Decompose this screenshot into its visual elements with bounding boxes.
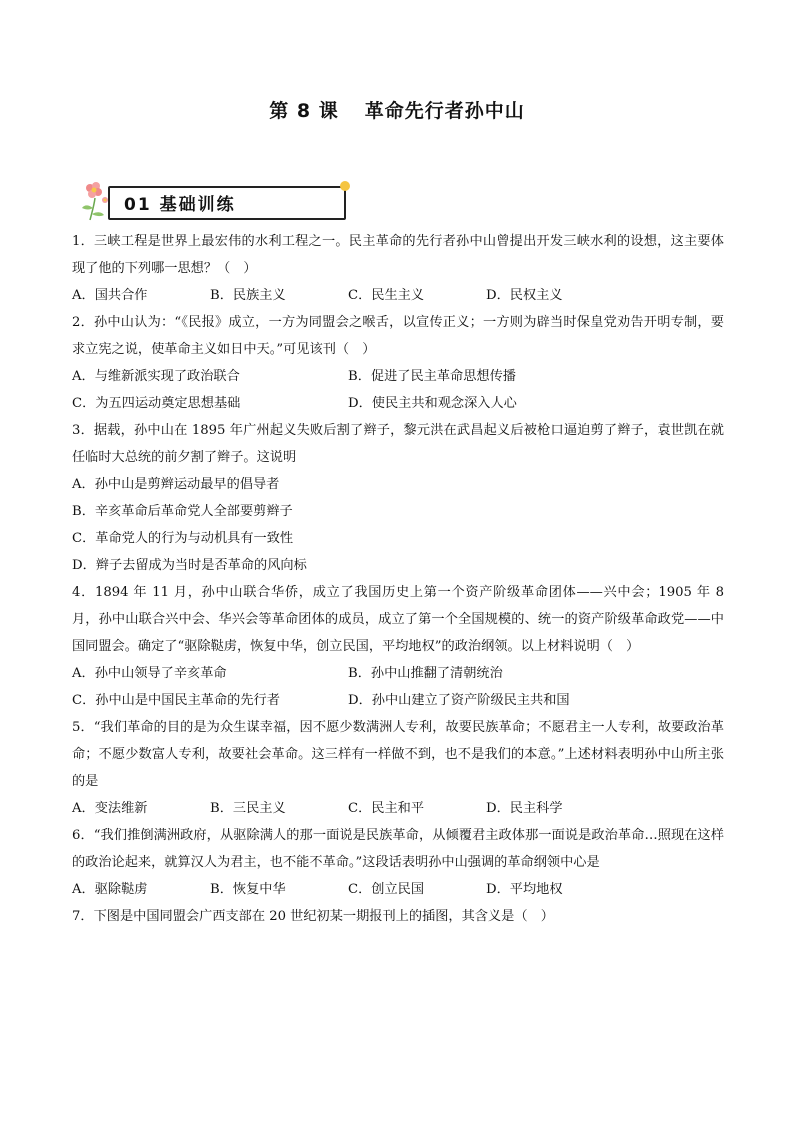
question-options	[72, 363, 724, 390]
option: D．民权主义	[486, 288, 563, 303]
option: A．驱除鞑虏	[72, 882, 148, 897]
option: B．恢复中华	[210, 882, 286, 897]
option: C．革命党人的行为与动机具有一致性	[72, 531, 294, 546]
option: B．辛亥革命后革命党人全部要剪辫子	[72, 504, 293, 519]
option: A．孙中山是剪辫运动最早的倡导者	[72, 477, 280, 492]
question-stem: 3．据载，孙中山在 1895 年广州起义失败后割了辫子，黎元洪在武昌起义后被枪口逼迫剪了辫子，袁世凯在就任临时大总统的前夕割了辫子。这说明	[72, 423, 724, 465]
option: D．辫子去留成为当时是否革命的风向标	[72, 558, 307, 573]
question-options	[72, 876, 724, 903]
section-label: 01 基础训练	[124, 195, 236, 215]
lesson-name: 革命先行者孙中山	[364, 100, 525, 122]
option: B．孙中山推翻了清朝统治	[348, 666, 503, 681]
question-list	[72, 228, 724, 930]
question-options	[72, 687, 724, 714]
option: B．民族主义	[210, 288, 286, 303]
option: C．为五四运动奠定思想基础	[72, 396, 241, 411]
option: D．民主科学	[486, 801, 563, 816]
question-options	[72, 660, 724, 687]
option: B．三民主义	[210, 801, 286, 816]
option: C．创立民国	[348, 882, 425, 897]
page-title	[0, 96, 794, 123]
flower-icon	[78, 178, 112, 222]
option: C．民主和平	[348, 801, 425, 816]
option: D．孙中山建立了资产阶级民主共和国	[348, 693, 570, 708]
lesson-number: 第 8 课	[269, 100, 339, 122]
question-stem: 1．三峡工程是世界上最宏伟的水利工程之一。民主革命的先行者孙中山曾提出开发三峡水利的设想，这主要体现了他的下列哪一思想？（ ）	[72, 234, 724, 276]
option: A．孙中山领导了辛亥革命	[72, 666, 227, 681]
option: C．孙中山是中国民主革命的先行者	[72, 693, 280, 708]
question-options	[72, 390, 724, 417]
section-header	[78, 178, 278, 222]
option: C．民生主义	[348, 288, 425, 303]
question-stem: 5．“我们革命的目的是为众生谋幸福，因不愿少数满洲人专利，故要民族革命；不愿君主一人专利，故要政治革命；不愿少数富人专利，故要社会革命。这三样有一样做不到，也不是我们的本意。”上述材料表明孙中山所主张的是	[72, 720, 724, 789]
option: A．与维新派实现了政治联合	[72, 369, 240, 384]
question-stem: 2．孙中山认为：“《民报》成立，一方为同盟会之喉舌，以宣传正义；一方则为辟当时保皇党劝告开明专制，要求立宪之说，使革命主义如日中天。”可见该刊（ ）	[72, 315, 724, 357]
question-options	[72, 795, 724, 822]
decor-dot-icon	[340, 181, 350, 191]
option: A．国共合作	[72, 288, 148, 303]
section-label-box	[108, 186, 346, 220]
question-stem: 7．下图是中国同盟会广西支部在 20 世纪初某一期报刊上的插图，其含义是（ ）	[72, 909, 554, 924]
question-stem: 6．“我们推倒满洲政府，从驱除满人的那一面说是民族革命，从倾覆君主政体那一面说是政治革命…照现在这样的政治论起来，就算汉人为君主，也不能不革命。”这段话表明孙中山强调的革命纲领中心是	[72, 828, 724, 870]
question-options	[72, 282, 724, 309]
option: B．促进了民主革命思想传播	[348, 369, 516, 384]
option: A．变法维新	[72, 801, 148, 816]
option: D．平均地权	[486, 882, 563, 897]
question-stem: 4．1894 年 11 月，孙中山联合华侨，成立了我国历史上第一个资产阶级革命团体——兴中会；1905 年 8 月，孙中山联合兴中会、华兴会等革命团体的成员，成立了第一个全国规模的、统一的资产阶级革命政党——中国同盟会。确定了“驱除鞑虏，恢复中华，创立民国，平均地权”的政治纲领。以上材料说明（ ）	[72, 585, 724, 654]
option: D．使民主共和观念深入人心	[348, 396, 517, 411]
